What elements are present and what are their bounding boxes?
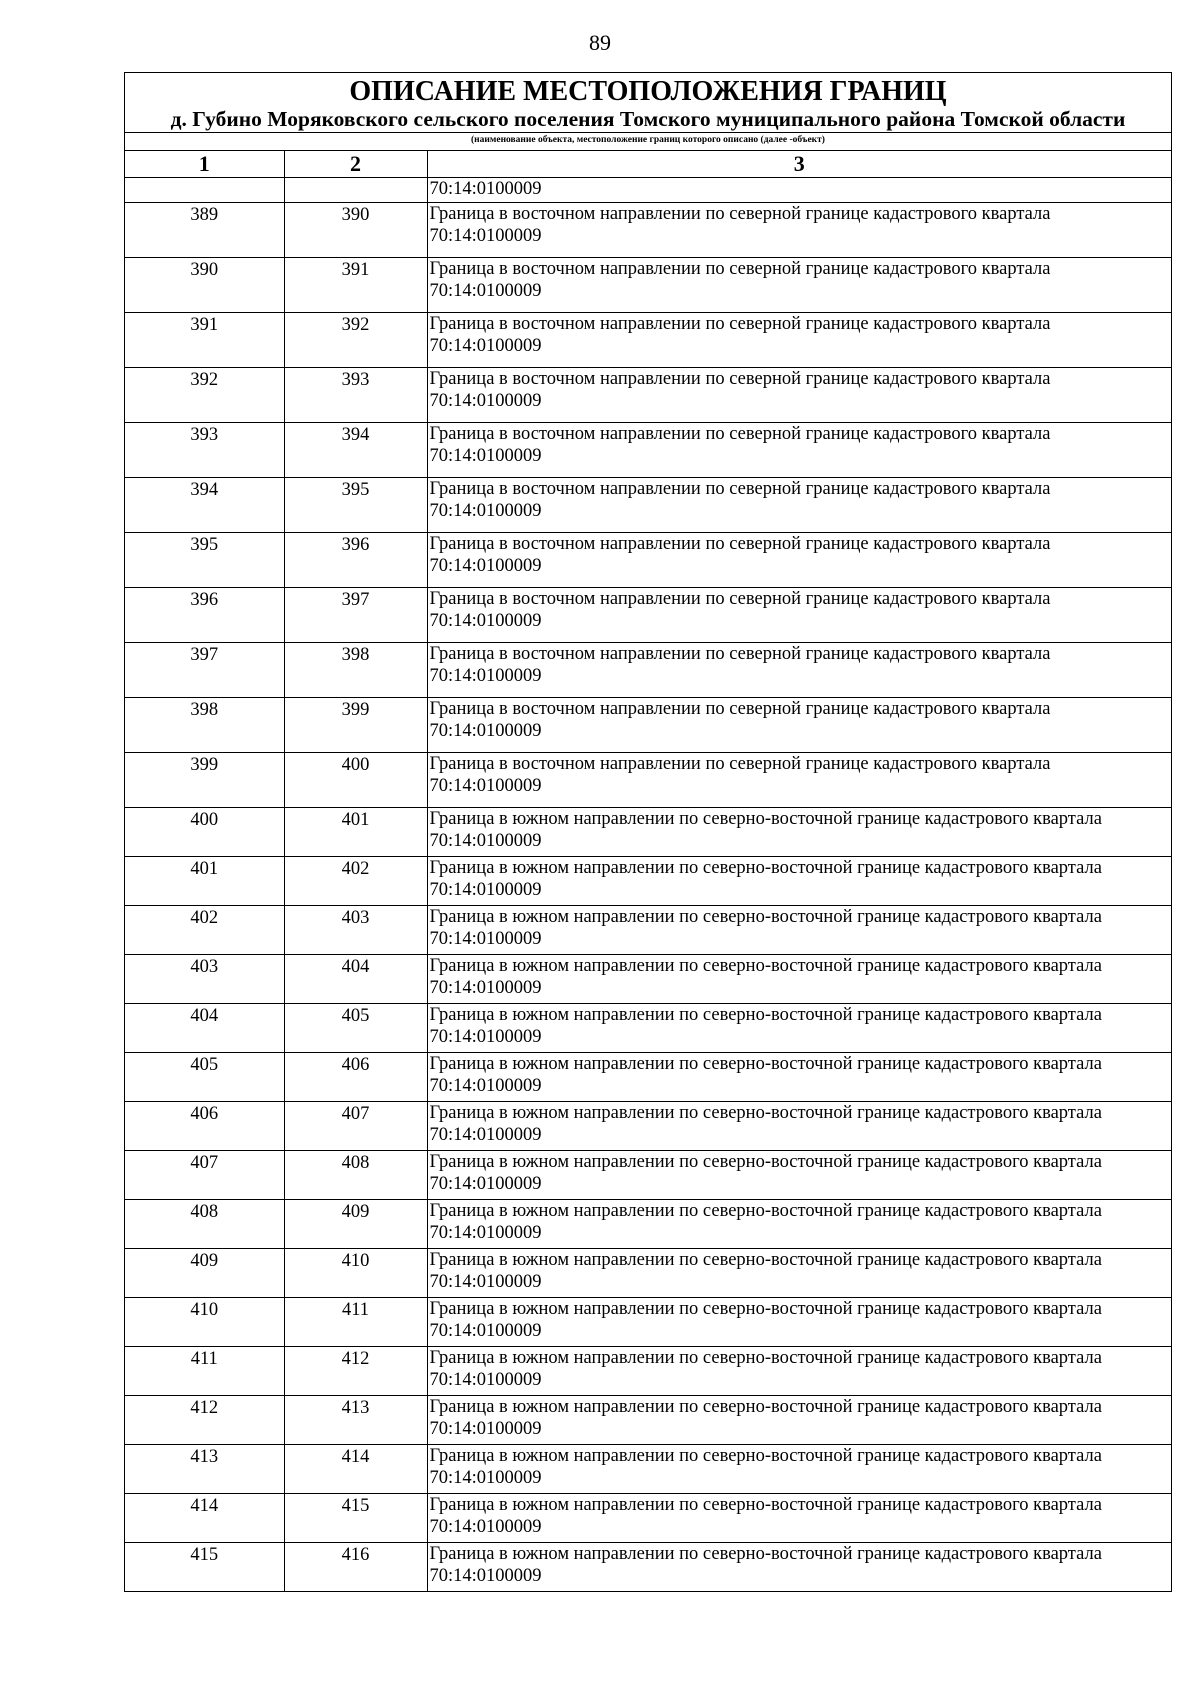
cell-to: 403	[284, 906, 427, 955]
table-row	[125, 698, 1171, 753]
cell-from: 395	[125, 533, 284, 588]
cell-to: 404	[284, 955, 427, 1004]
table-row	[125, 1347, 1171, 1396]
cadastral-number: 70:14:0100009	[429, 978, 542, 998]
cell-from: 390	[125, 258, 284, 313]
cadastral-number: 70:14:0100009	[429, 501, 542, 521]
cadastral-number: 70:14:0100009	[429, 666, 542, 686]
description-line: Граница в южном направлении по северно-восточной границе кадастрового квартала	[429, 858, 1102, 878]
cell-description	[427, 1004, 1171, 1053]
cell-to: 390	[284, 203, 427, 258]
cell-description	[427, 178, 1171, 203]
cell-description	[427, 808, 1171, 857]
cell-to: 396	[284, 533, 427, 588]
cadastral-number: 70:14:0100009	[429, 1321, 542, 1341]
document-title: ОПИСАНИЕ МЕСТОПОЛОЖЕНИЯ ГРАНИЦ	[349, 76, 947, 107]
document-subtitle: д. Губино Моряковского сельского поселения Томского муниципального района Томской области	[125, 107, 1171, 133]
cell-to: 405	[284, 1004, 427, 1053]
cell-description	[427, 1445, 1171, 1494]
table-row	[125, 1004, 1171, 1053]
table-row	[125, 1053, 1171, 1102]
cell-from: 389	[125, 203, 284, 258]
cadastral-number: 70:14:0100009	[429, 1566, 542, 1586]
description-line: Граница в южном направлении по северно-восточной границе кадастрового квартала	[429, 1201, 1102, 1221]
table-row	[125, 1249, 1171, 1298]
cell-to: 401	[284, 808, 427, 857]
boundary-table	[125, 151, 1171, 1591]
description-line: Граница в южном направлении по северно-восточной границе кадастрового квартала	[429, 1544, 1102, 1564]
cell-description	[427, 258, 1171, 313]
cell-from: 400	[125, 808, 284, 857]
table-row	[125, 808, 1171, 857]
cell-description	[427, 368, 1171, 423]
cell-description	[427, 1347, 1171, 1396]
cell-to: 411	[284, 1298, 427, 1347]
description-line: Граница в восточном направлении по северной границе кадастрового квартала	[429, 644, 1051, 664]
cell-description	[427, 533, 1171, 588]
cell-from: 412	[125, 1396, 284, 1445]
cadastral-number: 70:14:0100009	[429, 281, 542, 301]
table-row	[125, 1200, 1171, 1249]
cadastral-number: 70:14:0100009	[429, 1517, 542, 1537]
column-header-2: 2	[284, 151, 427, 178]
table-row	[125, 906, 1171, 955]
cell-from: 414	[125, 1494, 284, 1543]
cell-to: 408	[284, 1151, 427, 1200]
cell-description	[427, 906, 1171, 955]
table-row-continuation	[125, 178, 1171, 203]
cell-description	[427, 313, 1171, 368]
cell-description	[427, 1298, 1171, 1347]
cell-from: 407	[125, 1151, 284, 1200]
cadastral-number: 70:14:0100009	[429, 1027, 542, 1047]
cadastral-number: 70:14:0100009	[429, 880, 542, 900]
cell-to: 398	[284, 643, 427, 698]
cell-description	[427, 698, 1171, 753]
cell-from: 402	[125, 906, 284, 955]
cell-description	[427, 1494, 1171, 1543]
cell-to: 409	[284, 1200, 427, 1249]
cell-to: 393	[284, 368, 427, 423]
table-row	[125, 368, 1171, 423]
description-line: Граница в южном направлении по северно-восточной границе кадастрового квартала	[429, 1103, 1102, 1123]
cell-from	[125, 178, 284, 203]
table-row	[125, 258, 1171, 313]
cadastral-number: 70:14:0100009	[429, 446, 542, 466]
cell-to: 397	[284, 588, 427, 643]
table-row	[125, 643, 1171, 698]
description-line: Граница в южном направлении по северно-восточной границе кадастрового квартала	[429, 1397, 1102, 1417]
cell-from: 415	[125, 1543, 284, 1592]
cell-to: 399	[284, 698, 427, 753]
description-line: Граница в восточном направлении по северной границе кадастрового квартала	[429, 589, 1051, 609]
description-line: Граница в восточном направлении по северной границе кадастрового квартала	[429, 424, 1051, 444]
cell-from: 396	[125, 588, 284, 643]
cell-to: 410	[284, 1249, 427, 1298]
cell-to: 412	[284, 1347, 427, 1396]
cell-description	[427, 478, 1171, 533]
cell-to: 406	[284, 1053, 427, 1102]
cadastral-number: 70:14:0100009	[429, 1174, 542, 1194]
table-row	[125, 203, 1171, 258]
cell-description	[427, 1249, 1171, 1298]
description-line: Граница в восточном направлении по северной границе кадастрового квартала	[429, 534, 1051, 554]
cadastral-number: 70:14:0100009	[429, 831, 542, 851]
cell-description	[427, 203, 1171, 258]
cell-from: 397	[125, 643, 284, 698]
cadastral-number: 70:14:0100009	[429, 1223, 542, 1243]
cell-description	[427, 643, 1171, 698]
cadastral-number: 70:14:0100009	[429, 929, 542, 949]
cell-from: 403	[125, 955, 284, 1004]
table-row	[125, 1494, 1171, 1543]
cadastral-number: 70:14:0100009	[429, 391, 542, 411]
cell-to: 400	[284, 753, 427, 808]
cadastral-number: 70:14:0100009	[429, 1076, 542, 1096]
description-line: Граница в восточном направлении по северной границе кадастрового квартала	[429, 369, 1051, 389]
column-header-1: 1	[125, 151, 284, 178]
cell-to: 407	[284, 1102, 427, 1151]
description-line: Граница в южном направлении по северно-восточной границе кадастрового квартала	[429, 1054, 1102, 1074]
description-line: Граница в южном направлении по северно-восточной границе кадастрового квартала	[429, 1495, 1102, 1515]
cell-from: 401	[125, 857, 284, 906]
table-row	[125, 1543, 1171, 1592]
cell-from: 398	[125, 698, 284, 753]
table-row	[125, 313, 1171, 368]
cell-from: 409	[125, 1249, 284, 1298]
cell-to: 413	[284, 1396, 427, 1445]
table-body	[125, 178, 1171, 1592]
cell-from: 404	[125, 1004, 284, 1053]
cadastral-number: 70:14:0100009	[429, 721, 542, 741]
cell-to: 414	[284, 1445, 427, 1494]
table-row	[125, 588, 1171, 643]
cadastral-number: 70:14:0100009	[429, 556, 542, 576]
document-header	[125, 73, 1171, 151]
page-number: 89	[589, 30, 611, 55]
cell-from: 394	[125, 478, 284, 533]
description-line: Граница в южном направлении по северно-восточной границе кадастрового квартала	[429, 1446, 1102, 1466]
document-frame	[124, 72, 1172, 1592]
cell-from: 393	[125, 423, 284, 478]
cell-from: 406	[125, 1102, 284, 1151]
description-line: 70:14:0100009	[429, 179, 542, 199]
table-row	[125, 478, 1171, 533]
document-caption: (наименование объекта, местоположение границ которого описано (далее -объект)	[471, 135, 825, 145]
cell-from: 410	[125, 1298, 284, 1347]
cell-to: 392	[284, 313, 427, 368]
table-row	[125, 1298, 1171, 1347]
cell-description	[427, 857, 1171, 906]
description-line: Граница в восточном направлении по северной границе кадастрового квартала	[429, 479, 1051, 499]
cell-from: 408	[125, 1200, 284, 1249]
column-header-3: 3	[427, 151, 1171, 178]
cell-description	[427, 588, 1171, 643]
cell-from: 391	[125, 313, 284, 368]
cell-description	[427, 753, 1171, 808]
cadastral-number: 70:14:0100009	[429, 1468, 542, 1488]
description-line: Граница в южном направлении по северно-восточной границе кадастрового квартала	[429, 1250, 1102, 1270]
cell-to: 394	[284, 423, 427, 478]
cell-from: 405	[125, 1053, 284, 1102]
cell-to: 402	[284, 857, 427, 906]
description-line: Граница в восточном направлении по северной границе кадастрового квартала	[429, 314, 1051, 334]
cell-from: 411	[125, 1347, 284, 1396]
description-line: Граница в южном направлении по северно-восточной границе кадастрового квартала	[429, 1348, 1102, 1368]
cell-from: 413	[125, 1445, 284, 1494]
cell-description	[427, 1102, 1171, 1151]
cell-description	[427, 1396, 1171, 1445]
description-line: Граница в южном направлении по северно-восточной границе кадастрового квартала	[429, 809, 1102, 829]
description-line: Граница в восточном направлении по северной границе кадастрового квартала	[429, 259, 1051, 279]
description-line: Граница в восточном направлении по северной границе кадастрового квартала	[429, 699, 1051, 719]
table-row	[125, 753, 1171, 808]
cell-to: 415	[284, 1494, 427, 1543]
cadastral-number: 70:14:0100009	[429, 1125, 542, 1145]
description-line: Граница в южном направлении по северно-восточной границе кадастрового квартала	[429, 956, 1102, 976]
cell-description	[427, 1151, 1171, 1200]
cell-from: 399	[125, 753, 284, 808]
cell-to: 395	[284, 478, 427, 533]
description-line: Граница в южном направлении по северно-восточной границе кадастрового квартала	[429, 907, 1102, 927]
description-line: Граница в южном направлении по северно-восточной границе кадастрового квартала	[429, 1299, 1102, 1319]
cadastral-number: 70:14:0100009	[429, 1419, 542, 1439]
cell-description	[427, 423, 1171, 478]
cell-from: 392	[125, 368, 284, 423]
table-row	[125, 423, 1171, 478]
cadastral-number: 70:14:0100009	[429, 776, 542, 796]
table-row	[125, 1396, 1171, 1445]
table-row	[125, 955, 1171, 1004]
cadastral-number: 70:14:0100009	[429, 226, 542, 246]
cell-description	[427, 1200, 1171, 1249]
description-line: Граница в южном направлении по северно-восточной границе кадастрового квартала	[429, 1005, 1102, 1025]
cadastral-number: 70:14:0100009	[429, 611, 542, 631]
cadastral-number: 70:14:0100009	[429, 336, 542, 356]
description-line: Граница в восточном направлении по северной границе кадастрового квартала	[429, 754, 1051, 774]
table-row	[125, 1445, 1171, 1494]
cell-to: 391	[284, 258, 427, 313]
cadastral-number: 70:14:0100009	[429, 1370, 542, 1390]
table-header-row	[125, 151, 1171, 178]
cell-description	[427, 1543, 1171, 1592]
table-row	[125, 533, 1171, 588]
description-line: Граница в восточном направлении по северной границе кадастрового квартала	[429, 204, 1051, 224]
table-row	[125, 857, 1171, 906]
cell-description	[427, 955, 1171, 1004]
cadastral-number: 70:14:0100009	[429, 1272, 542, 1292]
table-row	[125, 1151, 1171, 1200]
description-line: Граница в южном направлении по северно-восточной границе кадастрового квартала	[429, 1152, 1102, 1172]
cell-to	[284, 178, 427, 203]
cell-to: 416	[284, 1543, 427, 1592]
table-row	[125, 1102, 1171, 1151]
cell-description	[427, 1053, 1171, 1102]
